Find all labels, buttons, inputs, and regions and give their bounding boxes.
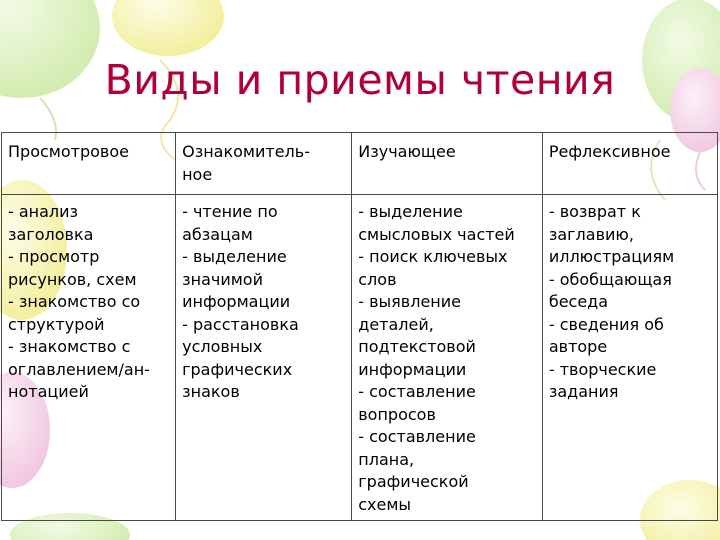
reading-types-table [1,132,718,521]
table-header-row [2,133,718,195]
header-cell-studying: Изучающее [352,133,543,195]
cell-studying-techniques: - выделение смысловых частей - поиск ключевых слов - выявление деталей, подтекстовой информации - составление вопросов - составление плана, графической схемы [352,195,543,521]
header-cell-introductory: Ознакомитель- ное [176,133,352,195]
cell-viewing-techniques: - анализ заголовка - просмотр рисунков, схем - знакомство со структурой - знакомство с оглавлением/ан- нотацией [2,195,176,521]
table-row [2,195,718,521]
page-title: Виды и приемы чтения [104,56,616,104]
cell-introductory-techniques: - чтение по абзацам - выделение значимой информации - расстановка условных графических знаков [176,195,352,521]
header-cell-reflexive: Рефлексивное [542,133,717,195]
header-cell-viewing: Просмотровое [2,133,176,195]
cell-reflexive-techniques: - возврат к заглавию, иллюстрациям - обобщающая беседа - сведения об авторе - творческие задания [542,195,717,521]
balloon-yellow-top [112,0,224,56]
